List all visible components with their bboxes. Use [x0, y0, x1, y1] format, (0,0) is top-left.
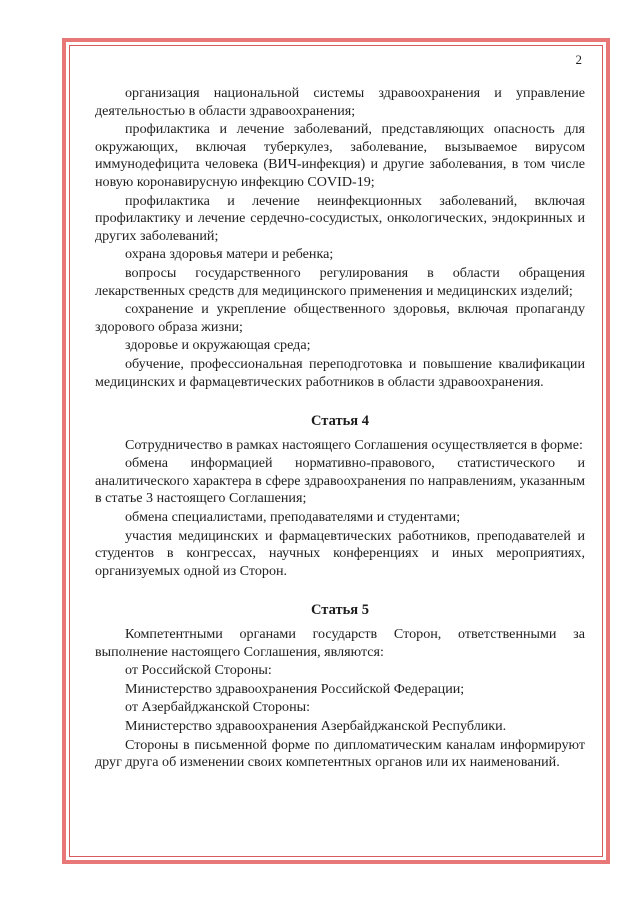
article-4-paragraph: обмена информацией нормативно-правового, статистического и аналитического характера в сфере здравоохранения по направлениям, указанным в статье 3 настоящего Соглашения; [95, 455, 585, 507]
list-item: охрана здоровья матери и ребенка; [125, 246, 334, 263]
page-number: 2 [575, 52, 582, 67]
document-body [95, 85, 585, 773]
article-4-heading: Статья 4 [311, 413, 369, 430]
article-5-paragraph: от Азербайджанской Стороны: [125, 699, 311, 716]
article-4-paragraph: Сотрудничество в рамках настоящего Соглашения осуществляется в форме: [125, 436, 583, 453]
list-item: вопросы государственного регулирования в области обращения лекарственных средств для медицинского применения и медицинских изделий; [95, 264, 585, 299]
article-5-paragraph: Министерство здравоохранения Российской Федерации; [125, 680, 465, 697]
article-5-heading: Статья 5 [311, 602, 369, 619]
article-5-paragraph: от Российской Стороны: [125, 662, 272, 679]
article-5-paragraph: Стороны в письменной форме по дипломатическим каналам информируют друг друга об изменении своих компетентных органов или их наименований. [95, 736, 585, 771]
list-item: сохранение и укрепление общественного здоровья, включая пропаганду здорового образа жизни; [95, 301, 585, 335]
article-5-paragraph: Компетентными органами государств Сторон, ответственными за выполнение настоящего Соглашения, являются: [95, 626, 585, 660]
list-item: организация национальной системы здравоохранения и управление деятельностью в области здравоохранения; [95, 85, 585, 119]
list-item: профилактика и лечение неинфекционных заболеваний, включая профилактику и лечение сердечно-сосудистых, онкологических, эндокринных и других заболеваний; [95, 192, 585, 244]
article-5-paragraph: Министерство здравоохранения Азербайджанской Республики. [125, 718, 507, 734]
article-4-paragraph: обмена специалистами, преподавателями и студентами; [125, 509, 461, 526]
article-4-paragraph: участия медицинских и фармацевтических работников, преподавателей и студентов в конгрессах, научных конференциях и иных мероприятиях, организуемых одной из Сторон. [95, 527, 585, 579]
list-item: здоровье и окружающая среда; [125, 337, 311, 354]
list-item: обучение, профессиональная переподготовка и повышение квалификации медицинских и фармацевтических работников в области здравоохранения. [95, 355, 585, 390]
list-item: профилактика и лечение заболеваний, представляющих опасность для окружающих, включая туберкулез, заболевание, вызываемое вирусом иммунодефицита человека (ВИЧ-инфекция) и другие заболевания, в том числе новую коронавирусную инфекцию COVID-19; [95, 121, 585, 190]
